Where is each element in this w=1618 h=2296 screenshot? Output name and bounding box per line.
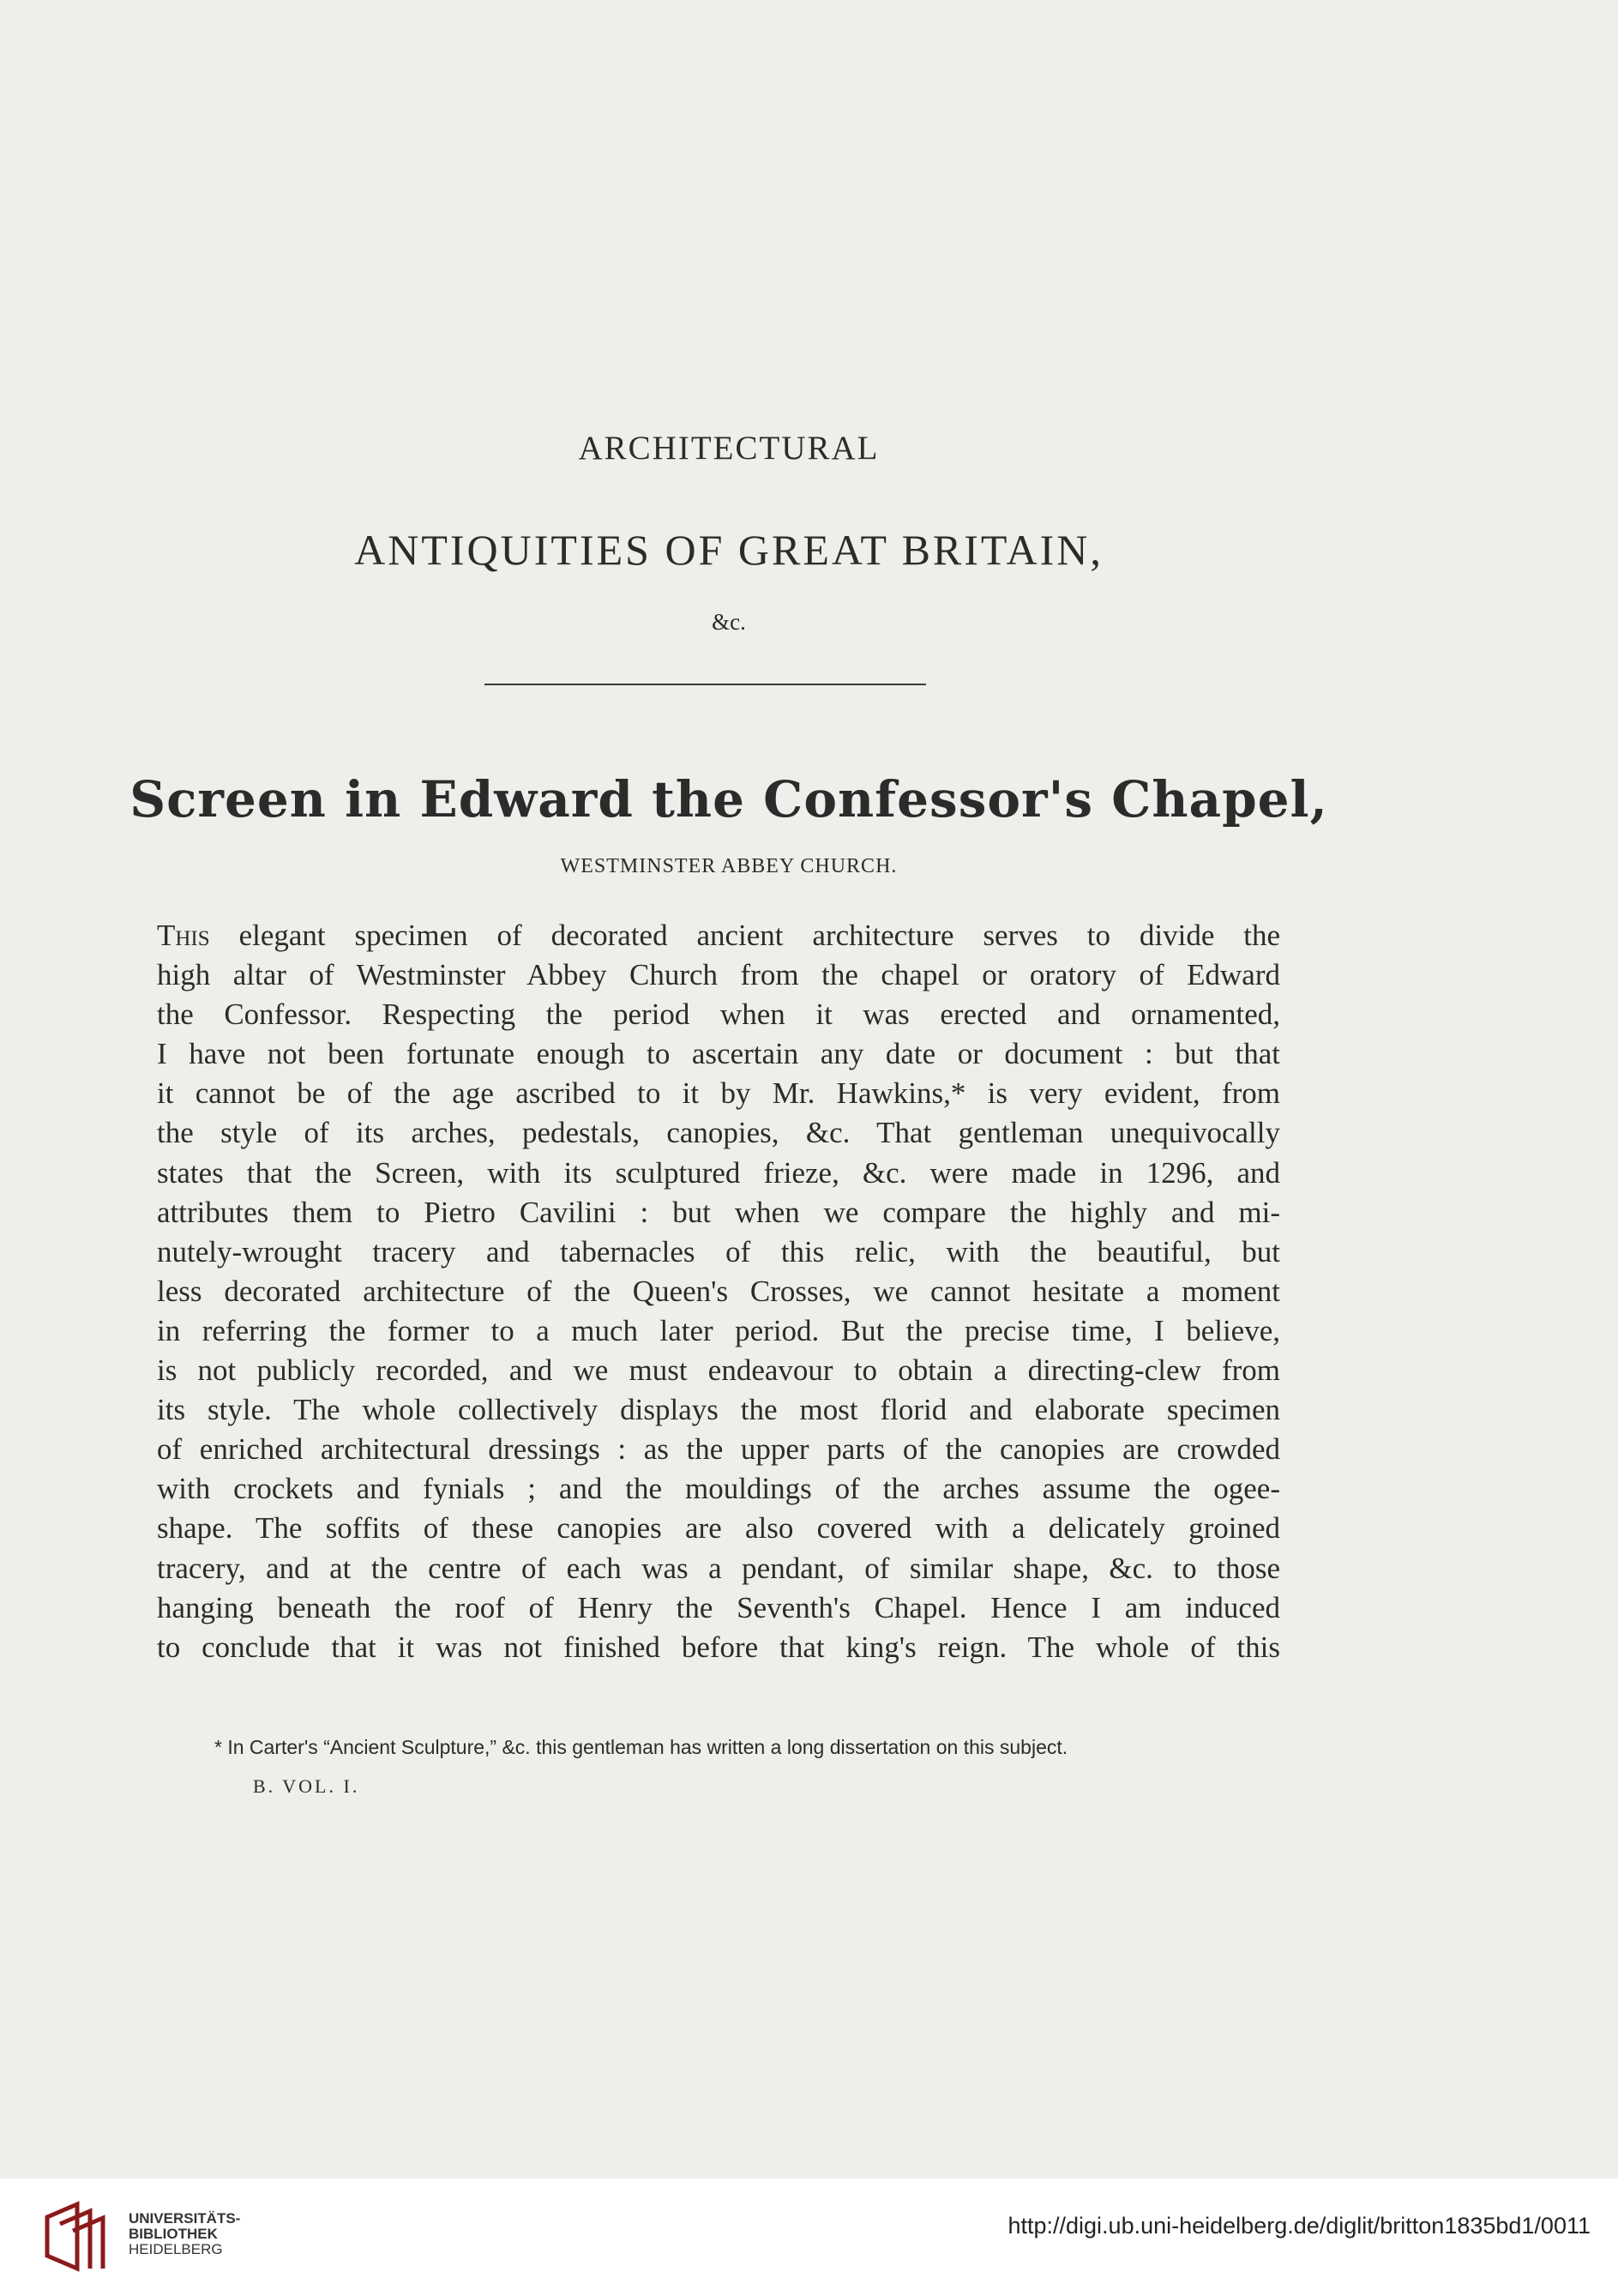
- body-line: attributes them to Pietro Cavilini : but when we compare the highly and mi-: [157, 1195, 1280, 1229]
- body-line: This elegant specimen of decorated ancient architecture serves to divide the: [157, 919, 1281, 952]
- body-line: with crockets and fynials ; and the mouldings of the arches assume the ogee-: [157, 1472, 1280, 1506]
- body-line: less decorated architecture of the Queen's Crosses, we cannot hesitate a moment: [157, 1274, 1280, 1308]
- body-line: shape. The soffits of these canopies are also covered with a delicately groined: [157, 1511, 1280, 1546]
- divider-rule: [484, 684, 926, 685]
- footnote: * In Carter's “Ancient Sculpture,” &c. this gentleman has written a long dissertation on this subject.: [214, 1736, 1068, 1758]
- library-logo-icon: [43, 2200, 111, 2273]
- body-first-word: This: [157, 919, 210, 952]
- body-line: it cannot be of the age ascribed to it by Mr. Hawkins,* is very evident, from: [157, 1076, 1280, 1111]
- library-name: [129, 2211, 240, 2257]
- footer-bar: [0, 2178, 1618, 2296]
- heading-architectural: ARCHITECTURAL: [578, 430, 880, 467]
- body-line: tracery, and at the centre of each was a pendant, of similar shape, &c. to those: [157, 1551, 1280, 1585]
- body-line: high altar of Westminster Abbey Church from the chapel or oratory of Edward: [157, 958, 1280, 992]
- body-line: states that the Screen, with its sculptured frieze, &c. were made in 1296, and: [157, 1155, 1280, 1190]
- library-name-line3: HEIDELBERG: [129, 2241, 223, 2257]
- library-name-line1: UNIVERSITÄTS-: [129, 2210, 241, 2227]
- section-title: Screen in Edward the Confessor's Chapel,: [129, 770, 1328, 829]
- body-line: in referring the former to a much later period. But the precise time, I believe,: [157, 1313, 1280, 1347]
- heading-etc: &c.: [712, 609, 746, 635]
- body-line: hanging beneath the roof of Henry the Seventh's Chapel. Hence I am induced: [157, 1590, 1280, 1624]
- body-line: of enriched architectural dressings : as the upper parts of the canopies are crowded: [157, 1432, 1280, 1467]
- section-subtitle: WESTMINSTER ABBEY CHURCH.: [560, 855, 898, 877]
- body-line: its style. The whole collectively displays the most florid and elaborate specimen: [157, 1393, 1280, 1427]
- body-line: to conclude that it was not finished before that king's reign. The whole of this: [157, 1630, 1280, 1664]
- body-line: is not publicly recorded, and we must endeavour to obtain a directing-clew from: [157, 1353, 1280, 1388]
- body-paragraph: [157, 916, 1280, 1667]
- body-line: nutely-wrought tracery and tabernacles of this relic, with the beautiful, but: [157, 1234, 1280, 1269]
- body-line: the style of its arches, pedestals, canopies, &c. That gentleman unequivocally: [157, 1116, 1280, 1150]
- body-line: I have not been fortunate enough to ascertain any date or document : but that: [157, 1037, 1280, 1071]
- heading-antiquities: ANTIQUITIES OF GREAT BRITAIN,: [354, 526, 1104, 574]
- signature-mark: B. VOL. I.: [253, 1775, 360, 1797]
- source-url-link[interactable]: http://digi.ub.uni-heidelberg.de/diglit/britton1835bd1/0011: [1007, 2213, 1591, 2239]
- library-name-line2: BIBLIOTHEK: [129, 2226, 218, 2242]
- body-line: the Confessor. Respecting the period when it was erected and ornamented,: [157, 997, 1280, 1032]
